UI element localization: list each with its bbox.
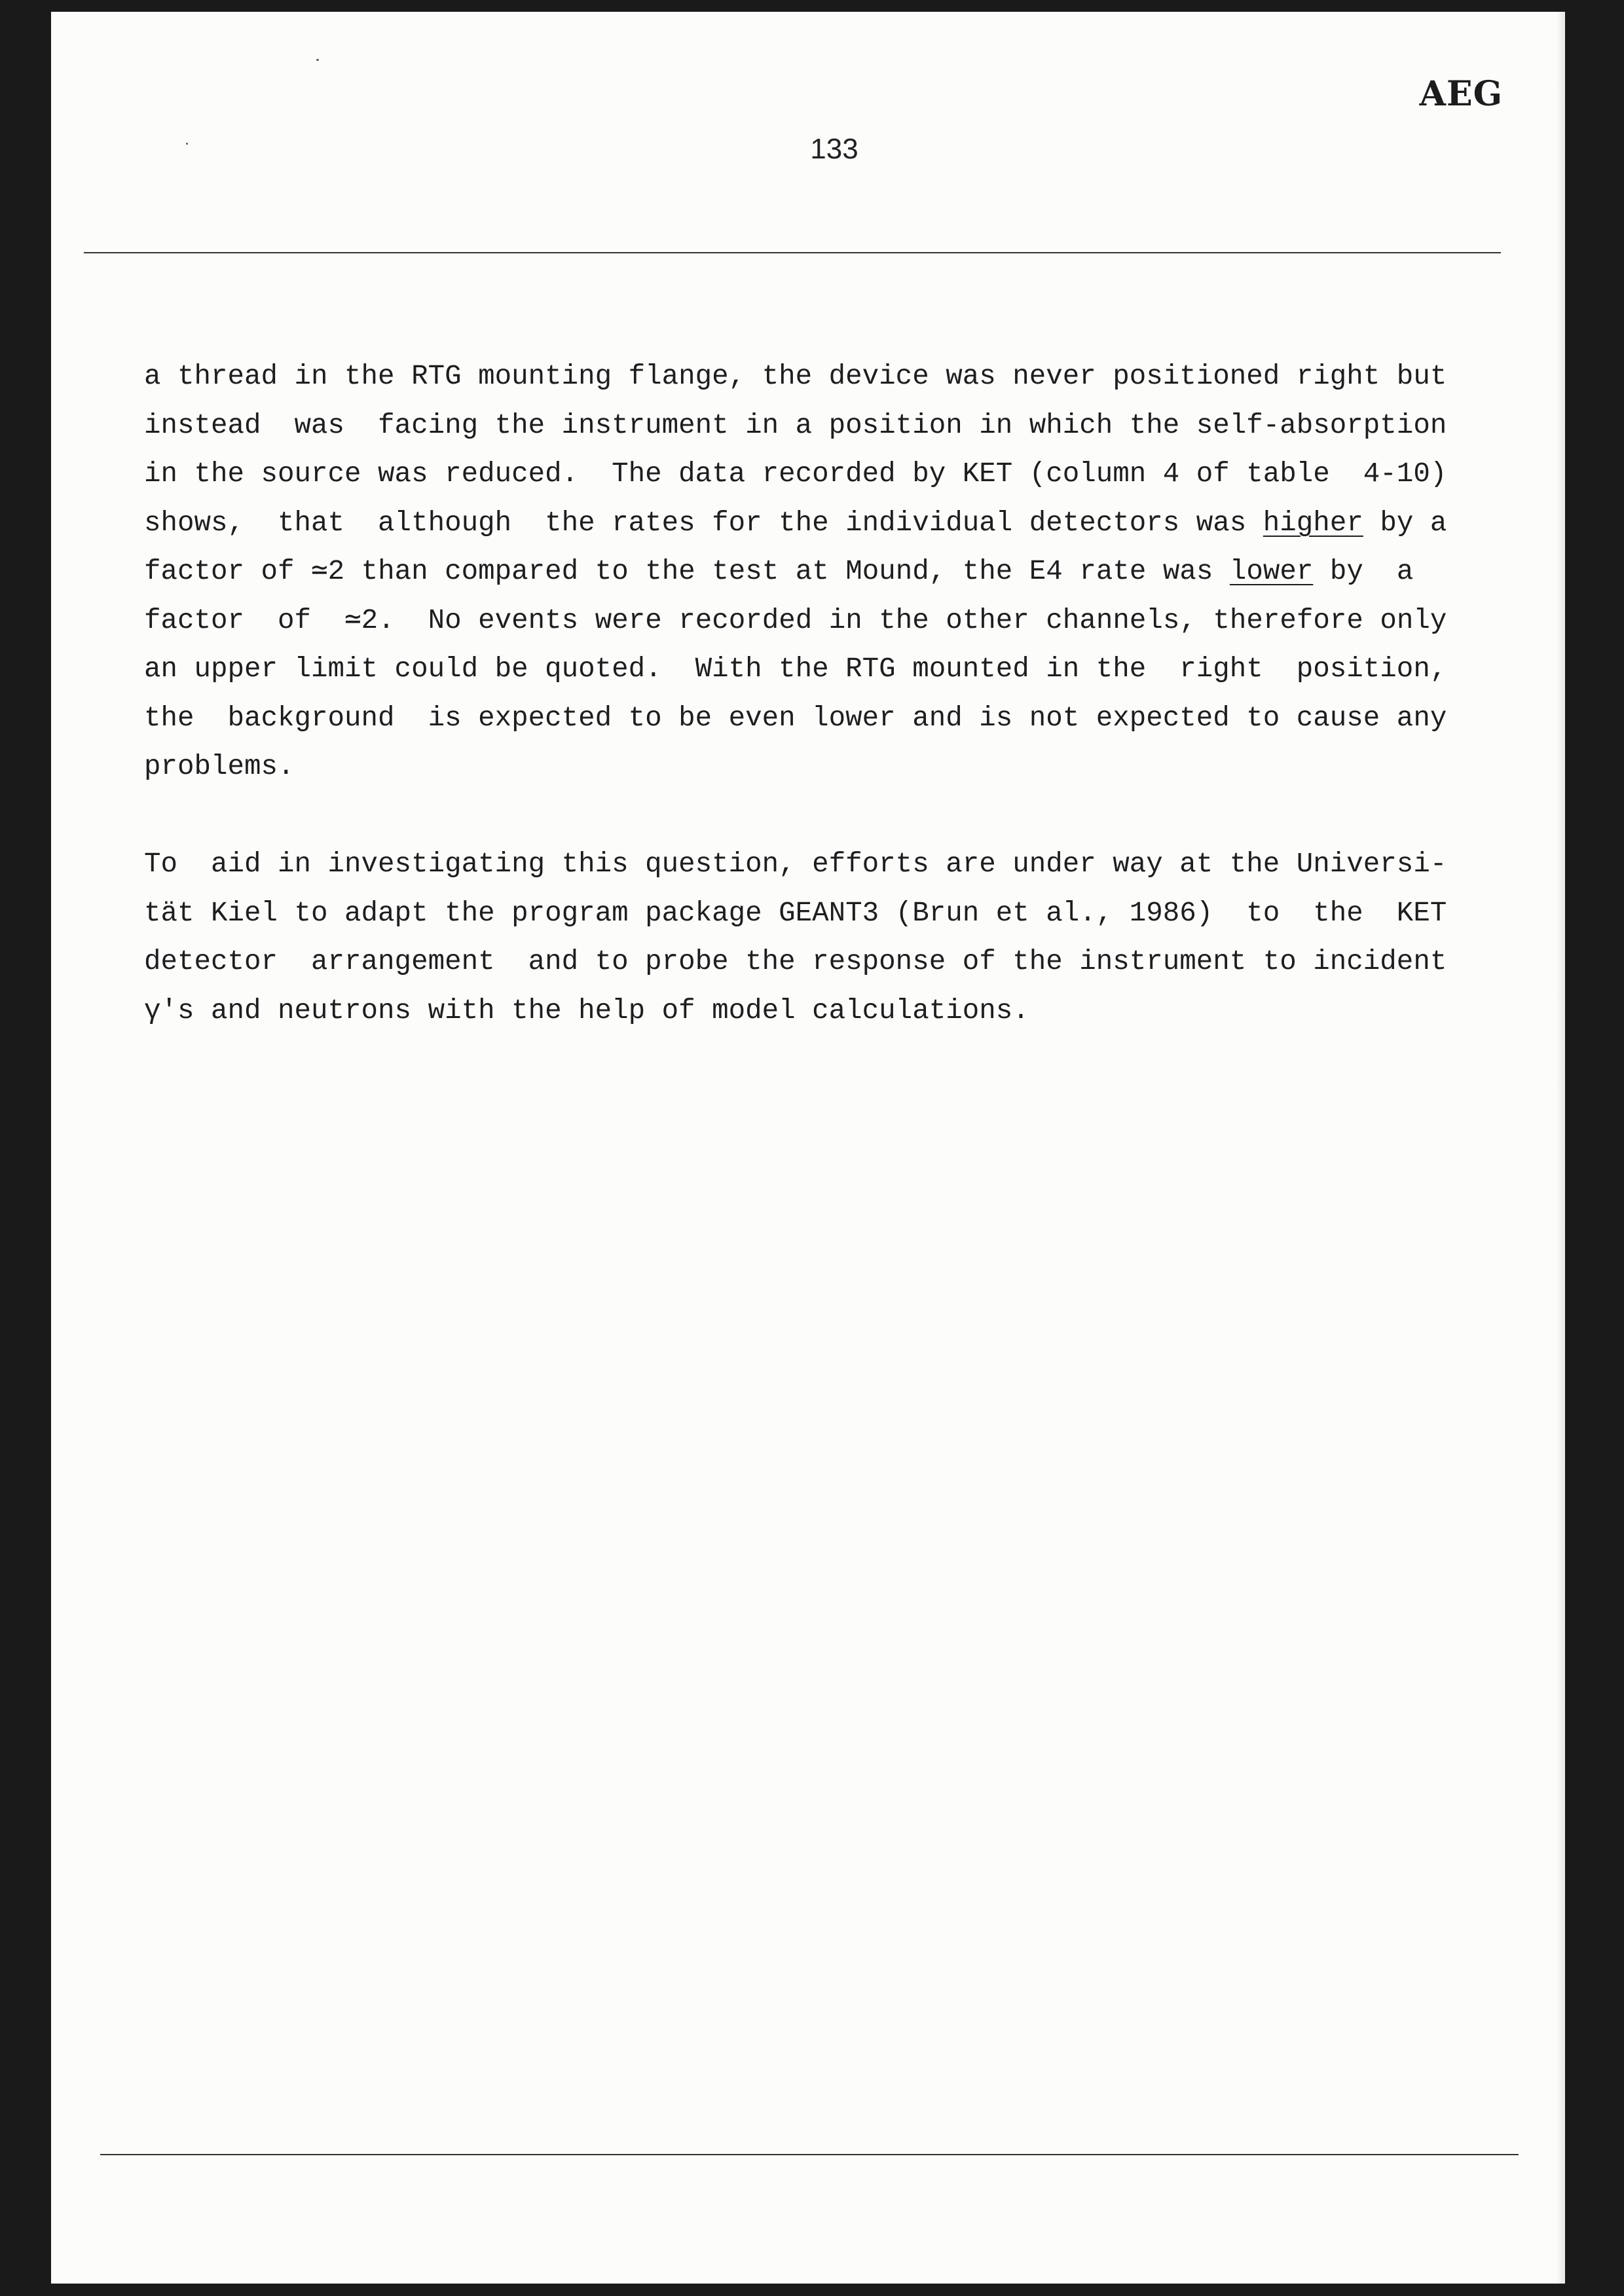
text-line: detector arrangement and to probe the response of the instrument to incident <box>144 946 1447 977</box>
text-line: instead was facing the instrument in a position in which the self-absorption <box>144 409 1447 441</box>
text-line: tät Kiel to adapt the program package GEANT3 (Brun et al., 1986) to the KET <box>144 897 1447 929</box>
text-segment: by a <box>1313 556 1414 587</box>
scan-speck <box>316 59 319 61</box>
header-rule <box>84 252 1501 253</box>
text-segment: by a <box>1380 507 1447 539</box>
footer-rule <box>100 2154 1519 2155</box>
text-segment: factor of ≃2 than compared to the test at Mound, the E4 rate was <box>144 556 1230 587</box>
text-line: problems. <box>144 751 295 782</box>
aeg-logo: AEG <box>1419 74 1503 114</box>
underlined-word-higher: higher <box>1263 507 1363 539</box>
body-text <box>144 352 1450 1035</box>
paragraph-2 <box>144 840 1450 1035</box>
text-line <box>144 499 1450 548</box>
text-line: an upper limit could be quoted. With the RTG mounted in the right position, <box>144 653 1447 685</box>
text-line <box>144 547 1450 596</box>
text-line: the background is expected to be even lower and is not expected to cause any <box>144 702 1447 734</box>
paragraph-1 <box>144 352 1450 792</box>
text-line: in the source was reduced. The data recorded by KET (column 4 of table 4-10) <box>144 458 1447 490</box>
underlined-word-lower: lower <box>1229 556 1314 587</box>
text-line: a thread in the RTG mounting flange, the device was never positioned right but <box>144 361 1447 392</box>
document-page <box>51 12 1565 2284</box>
text-line: γ's and neutrons with the help of model calculations. <box>144 994 1029 1027</box>
paragraph-gap <box>144 792 1450 841</box>
page-number: 133 <box>810 133 858 165</box>
text-line: factor of ≃2. No events were recorded in the other channels, therefore only <box>144 604 1447 636</box>
text-segment: shows, that although the rates for the individual detectors was <box>144 507 1247 539</box>
text-line: To aid in investigating this question, efforts are under way at the Universi- <box>144 848 1447 880</box>
scan-edge-shadow <box>1556 12 1565 2284</box>
